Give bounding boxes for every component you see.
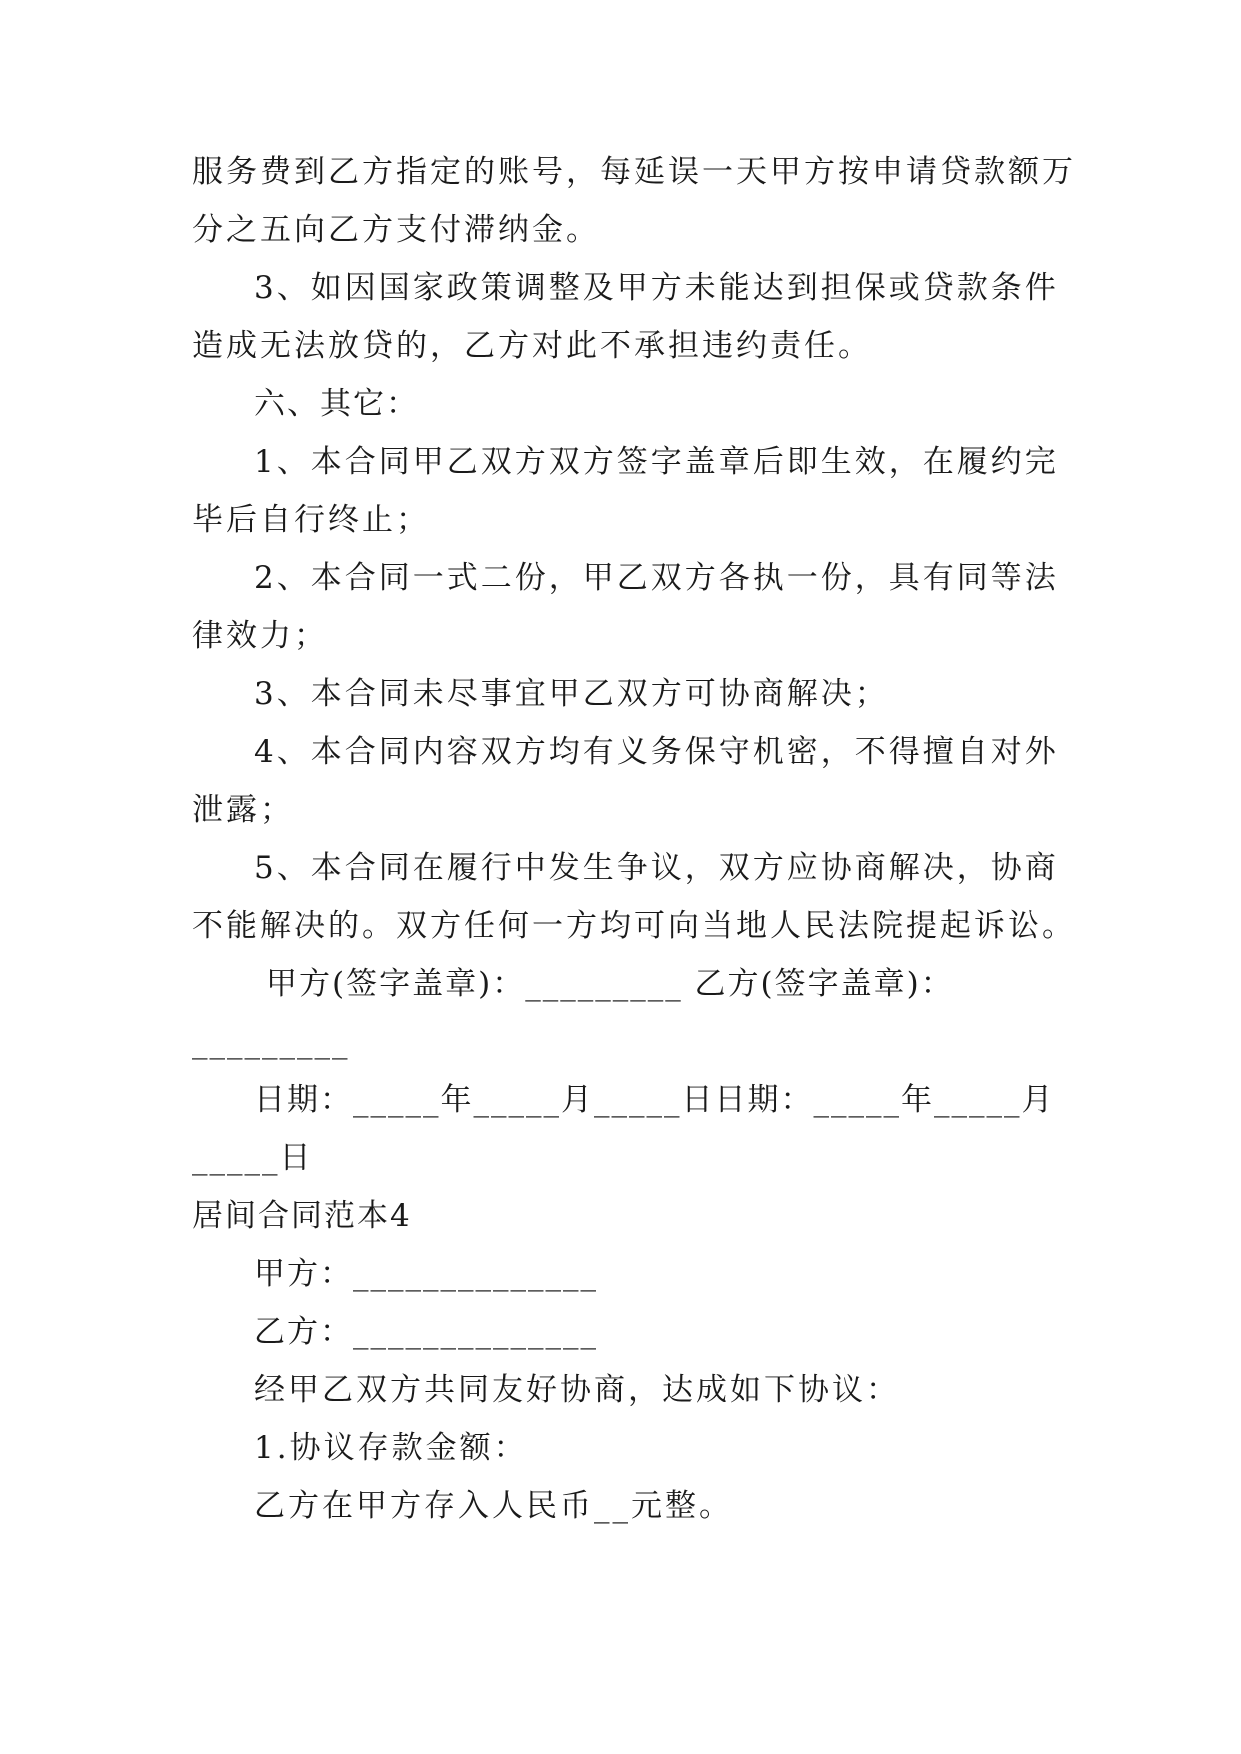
paragraph-line: 4、本合同内容双方均有义务保守机密，不得擅自对外 (254, 734, 1059, 770)
paragraph-line: 1、本合同甲乙双方双方签字盖章后即生效，在履约完 (254, 444, 1059, 480)
paragraph-line: 服务费到乙方指定的账号，每延误一天甲方按申请贷款额万 (192, 154, 1076, 190)
date-line-continued: _____日 (192, 1140, 313, 1176)
paragraph-line: 5、本合同在履行中发生争议，双方应协商解决，协商 (254, 850, 1059, 886)
contract-title: 居间合同范本4 (192, 1198, 412, 1234)
party-b-field: 乙方：______________ (254, 1314, 598, 1350)
party-a-field: 甲方：______________ (254, 1256, 598, 1292)
paragraph-line: 不能解决的。双方任何一方均可向当地人民法院提起诉讼。 (192, 908, 1076, 944)
paragraph-line: 毕后自行终止； (192, 502, 430, 538)
signature-line: 甲方(签字盖章)：_________ 乙方(签字盖章)： (266, 966, 954, 1002)
paragraph-line: 律效力； (192, 618, 328, 654)
clause-heading: 1.协议存款金额： (254, 1430, 528, 1466)
section-heading: 六、其它： (254, 386, 419, 422)
paragraph-line: 2、本合同一式二份，甲乙双方各执一份，具有同等法 (254, 560, 1059, 596)
paragraph-line: 3、本合同未尽事宜甲乙双方可协商解决； (254, 676, 889, 712)
signature-blank: _________ (192, 1024, 350, 1060)
paragraph-line: 泄露； (192, 792, 294, 828)
paragraph-line: 分之五向乙方支付滞纳金。 (192, 212, 600, 248)
paragraph-line: 经甲乙双方共同友好协商，达成如下协议： (254, 1372, 900, 1408)
paragraph-line: 造成无法放贷的，乙方对此不承担违约责任。 (192, 328, 872, 364)
paragraph-line: 乙方在甲方存入人民币__元整。 (254, 1488, 733, 1524)
date-line: 日期：_____年_____月_____日日期：_____年_____月 (254, 1082, 1055, 1118)
paragraph-line: 3、如因国家政策调整及甲方未能达到担保或贷款条件 (254, 270, 1059, 306)
